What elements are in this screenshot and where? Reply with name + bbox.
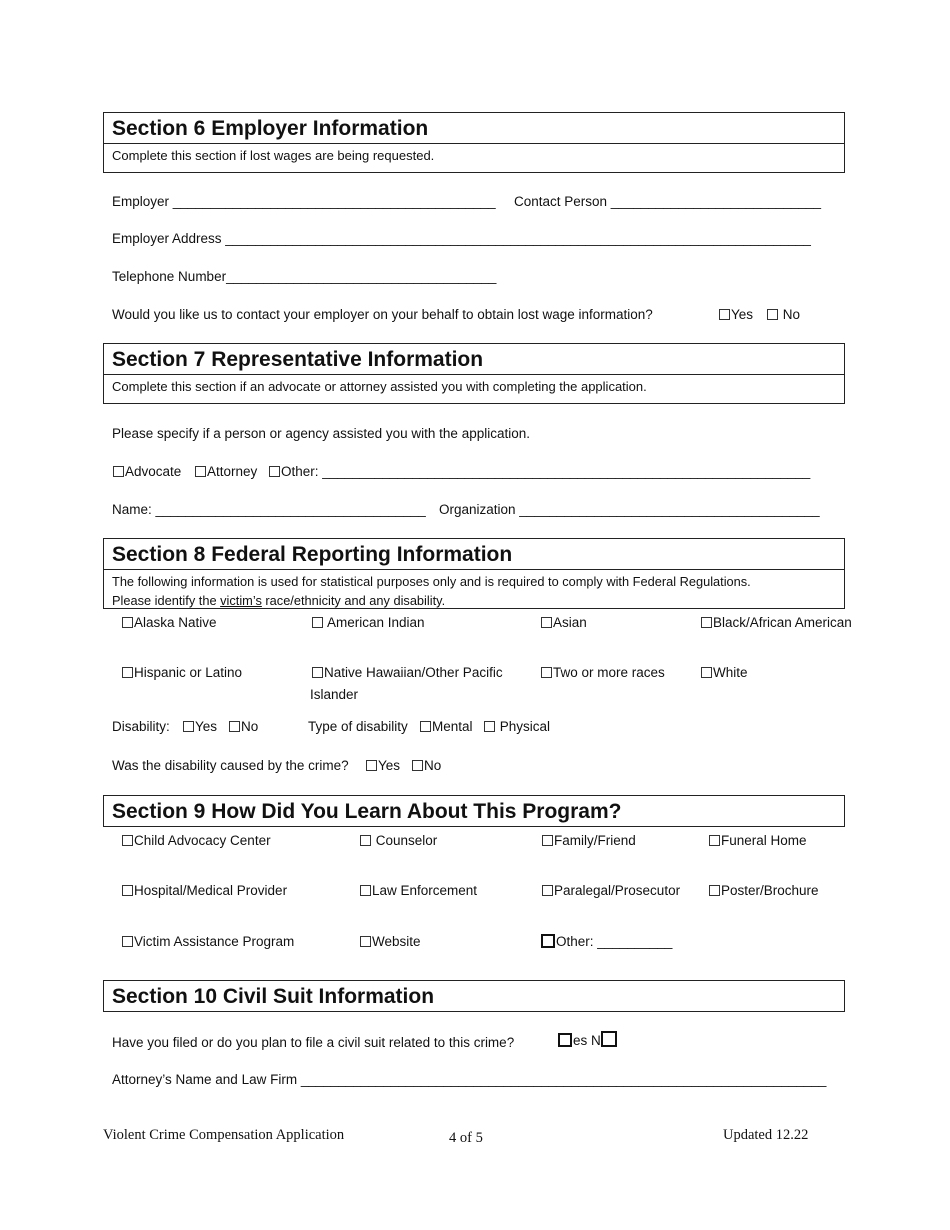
- source-label: Funeral Home: [721, 833, 807, 848]
- checkbox-icon[interactable]: [541, 617, 552, 628]
- source-website[interactable]: [360, 934, 421, 949]
- checkbox-icon[interactable]: [719, 309, 730, 320]
- no-label: N: [591, 1033, 601, 1048]
- race-label: Black/African American: [713, 615, 852, 630]
- physical-label: Physical: [496, 719, 551, 734]
- advocate-option[interactable]: [113, 464, 181, 479]
- section-8-subtitle: [104, 569, 844, 612]
- section-7-box: [103, 343, 845, 404]
- section-8-box: [103, 538, 845, 609]
- section-8-subtitle-line-1: The following information is used for statistical purposes only and is required to comply with Federal Regulations.: [112, 574, 751, 589]
- civil-suit-question: Have you filed or do you plan to file a civil suit related to this crime?: [112, 1035, 515, 1050]
- checkbox-icon[interactable]: [366, 760, 377, 771]
- section-8-subtitle-line-2: [112, 591, 836, 610]
- race-white[interactable]: [701, 665, 748, 680]
- source-counselor[interactable]: [360, 833, 437, 848]
- contact-employer-question: Would you like us to contact your employer on your behalf to obtain lost wage information?: [112, 307, 653, 322]
- yes-label: Yes: [731, 307, 754, 322]
- checkbox-icon[interactable]: [601, 1031, 617, 1047]
- disability-physical[interactable]: [484, 719, 550, 734]
- representative-name-field[interactable]: Name: ____________________________________: [112, 502, 426, 517]
- checkbox-icon[interactable]: [122, 667, 133, 678]
- advocate-label: Advocate: [125, 464, 182, 479]
- source-funeral[interactable]: [709, 833, 807, 848]
- source-poster[interactable]: [709, 883, 819, 898]
- race-alaska-native[interactable]: [122, 615, 217, 630]
- section-6-title: Section 6 Employer Information: [112, 117, 429, 140]
- no-label: No: [424, 758, 442, 773]
- footer-title: Violent Crime Compensation Application: [103, 1127, 345, 1143]
- contact-employer-yes[interactable]: [719, 307, 753, 322]
- mental-label: Mental: [432, 719, 473, 734]
- yes-label: es: [573, 1033, 588, 1048]
- checkbox-icon[interactable]: [542, 885, 553, 896]
- checkbox-icon[interactable]: [558, 1033, 572, 1047]
- race-asian[interactable]: [541, 615, 587, 630]
- contact-person-field[interactable]: Contact Person ____________________________: [514, 194, 822, 209]
- checkbox-icon[interactable]: [542, 835, 553, 846]
- checkbox-icon[interactable]: [312, 667, 323, 678]
- source-label: Hospital/Medical Provider: [134, 883, 288, 898]
- no-label: No: [782, 307, 801, 322]
- yes-label: Yes: [195, 719, 218, 734]
- section-6-subtitle: Complete this section if lost wages are being requested.: [104, 143, 844, 167]
- race-label: Hispanic or Latino: [134, 665, 243, 680]
- source-law-enforcement[interactable]: [360, 883, 477, 898]
- section-10-title: Section 10 Civil Suit Information: [112, 985, 435, 1008]
- attorney-option[interactable]: [195, 464, 257, 479]
- checkbox-icon[interactable]: [767, 309, 778, 320]
- race-hawaiian[interactable]: [312, 665, 503, 680]
- source-victim-assistance[interactable]: [122, 934, 294, 949]
- race-label: Asian: [553, 615, 587, 630]
- source-child-advocacy[interactable]: [122, 833, 271, 848]
- checkbox-icon[interactable]: [122, 835, 133, 846]
- employer-field[interactable]: Employer ___________________________________________: [112, 194, 496, 209]
- section-9-box: [103, 795, 845, 827]
- checkbox-icon[interactable]: [269, 466, 280, 477]
- subtitle-underlined: victim’s: [220, 593, 262, 608]
- source-label: Victim Assistance Program: [134, 934, 295, 949]
- checkbox-icon[interactable]: [113, 466, 124, 477]
- checkbox-icon[interactable]: [195, 466, 206, 477]
- other-option[interactable]: [269, 464, 810, 479]
- disability-yes[interactable]: [183, 719, 217, 734]
- source-hospital[interactable]: [122, 883, 287, 898]
- civil-suit-no[interactable]: [591, 1031, 618, 1048]
- race-label: Native Hawaiian/Other Pacific: [324, 665, 503, 680]
- source-label: Family/Friend: [554, 833, 636, 848]
- attorney-label: Attorney: [207, 464, 258, 479]
- section-10-box: [103, 980, 845, 1012]
- checkbox-icon[interactable]: [420, 721, 431, 732]
- source-family[interactable]: [542, 833, 636, 848]
- telephone-field[interactable]: Telephone Number____________________________________: [112, 269, 497, 284]
- organization-field[interactable]: Organization ________________________________________: [439, 502, 820, 517]
- checkbox-icon[interactable]: [360, 936, 371, 947]
- section-9-title: Section 9 How Did You Learn About This Program?: [112, 800, 622, 823]
- source-label: Counselor: [372, 833, 438, 848]
- checkbox-icon[interactable]: [709, 885, 720, 896]
- caused-no[interactable]: [412, 758, 441, 773]
- employer-address-field[interactable]: Employer Address ______________________________________________________________________________: [112, 231, 811, 246]
- checkbox-icon[interactable]: [122, 617, 133, 628]
- race-two-or-more[interactable]: [541, 665, 665, 680]
- checkbox-icon[interactable]: [183, 721, 194, 732]
- race-hispanic[interactable]: [122, 665, 242, 680]
- source-label: Website: [372, 934, 421, 949]
- contact-employer-no[interactable]: [767, 307, 800, 322]
- race-hawaiian-line-2: Islander: [310, 687, 359, 702]
- section-6-box: [103, 112, 845, 173]
- disability-no[interactable]: [229, 719, 258, 734]
- subtitle-text: Please identify the: [112, 593, 221, 608]
- race-label: Alaska Native: [134, 615, 217, 630]
- checkbox-icon[interactable]: [312, 617, 323, 628]
- race-black[interactable]: [701, 615, 852, 630]
- checkbox-icon[interactable]: [122, 936, 133, 947]
- checkbox-icon[interactable]: [701, 617, 712, 628]
- checkbox-icon[interactable]: [360, 885, 371, 896]
- caused-yes[interactable]: [366, 758, 400, 773]
- checkbox-icon[interactable]: [541, 667, 552, 678]
- source-label: Law Enforcement: [372, 883, 478, 898]
- race-american-indian[interactable]: [312, 615, 425, 630]
- no-label: No: [241, 719, 259, 734]
- source-label: Paralegal/Prosecutor: [554, 883, 681, 898]
- race-label: Two or more races: [553, 665, 665, 680]
- caused-question: Was the disability caused by the crime?: [112, 758, 349, 773]
- source-label: Child Advocacy Center: [134, 833, 271, 848]
- checkbox-icon[interactable]: [541, 934, 555, 948]
- source-paralegal[interactable]: [542, 883, 680, 898]
- civil-suit-yes[interactable]: [558, 1033, 587, 1048]
- race-label: White: [713, 665, 748, 680]
- checkbox-icon[interactable]: [360, 835, 371, 846]
- section-7-subtitle: Complete this section if an advocate or attorney assisted you with completing the application.: [104, 374, 844, 398]
- yes-label: Yes: [378, 758, 401, 773]
- attorney-name-field[interactable]: Attorney’s Name and Law Firm ______________________________________________________________________: [112, 1072, 827, 1087]
- source-label: Poster/Brochure: [721, 883, 819, 898]
- checkbox-icon[interactable]: [122, 885, 133, 896]
- updated-date: Updated 12.22: [723, 1127, 809, 1143]
- checkbox-icon[interactable]: [709, 835, 720, 846]
- source-label: Other: __________: [556, 934, 673, 949]
- subtitle-text: race/ethnicity and any disability.: [261, 593, 446, 608]
- assist-prompt: Please specify if a person or agency assisted you with the application.: [112, 426, 530, 441]
- page-number: 4 of 5: [449, 1130, 483, 1146]
- section-7-title: Section 7 Representative Information: [112, 348, 484, 371]
- source-other[interactable]: [541, 934, 672, 949]
- race-label: American Indian: [324, 615, 425, 630]
- checkbox-icon[interactable]: [229, 721, 240, 732]
- disability-mental[interactable]: [420, 719, 473, 734]
- disability-label: Disability:: [112, 719, 170, 734]
- section-8-title: Section 8 Federal Reporting Information: [112, 543, 513, 566]
- other-label: Other: _________________________________________________________________: [281, 464, 811, 479]
- checkbox-icon[interactable]: [412, 760, 423, 771]
- checkbox-icon[interactable]: [484, 721, 495, 732]
- disability-type-label: Type of disability: [308, 719, 408, 734]
- checkbox-icon[interactable]: [701, 667, 712, 678]
